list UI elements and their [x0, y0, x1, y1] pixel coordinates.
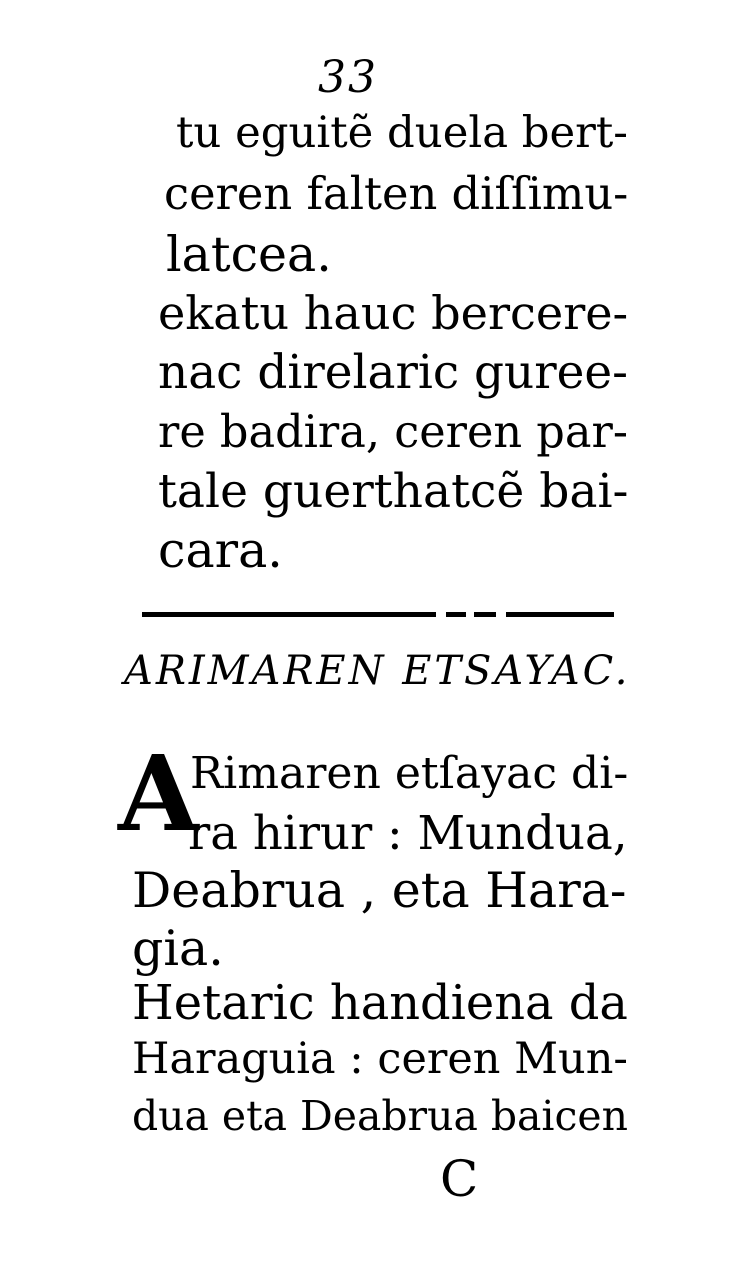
text-line: Deabrua , eta Hara- — [132, 862, 627, 919]
text-line: Haraguia : ceren Mun- — [132, 1034, 628, 1084]
section-heading: ARIMAREN ETSAYAC. — [124, 648, 631, 694]
text-line: latcea. — [166, 226, 332, 283]
divider-gap — [466, 611, 474, 619]
page-number: 33 — [318, 52, 378, 103]
text-line: ekatu hauc bercere- — [158, 286, 629, 340]
text-line: tu eguitẽ duela bert- — [176, 108, 628, 158]
text-line: ra hirur : Mundua, — [188, 806, 628, 860]
text-line: cara. — [158, 522, 283, 579]
text-line: Hetaric handiena da — [132, 976, 628, 1031]
text-line: tale guerthatcẽ bai- — [158, 464, 629, 519]
text-line: ceren falten diſſimu- — [164, 167, 629, 220]
text-line: dua eta Deabrua baicen — [132, 1092, 628, 1140]
section-divider — [142, 612, 614, 617]
text-line: nac direlaric guree- — [158, 345, 629, 400]
text-line: Rimaren etſayac di- — [190, 748, 629, 799]
signature-mark: C — [440, 1150, 479, 1208]
text-line: gia. — [132, 920, 224, 977]
divider-gap — [436, 611, 446, 619]
text-line: re badira, ceren par- — [158, 406, 628, 458]
divider-gap — [496, 611, 506, 619]
drop-cap: A — [118, 732, 199, 855]
